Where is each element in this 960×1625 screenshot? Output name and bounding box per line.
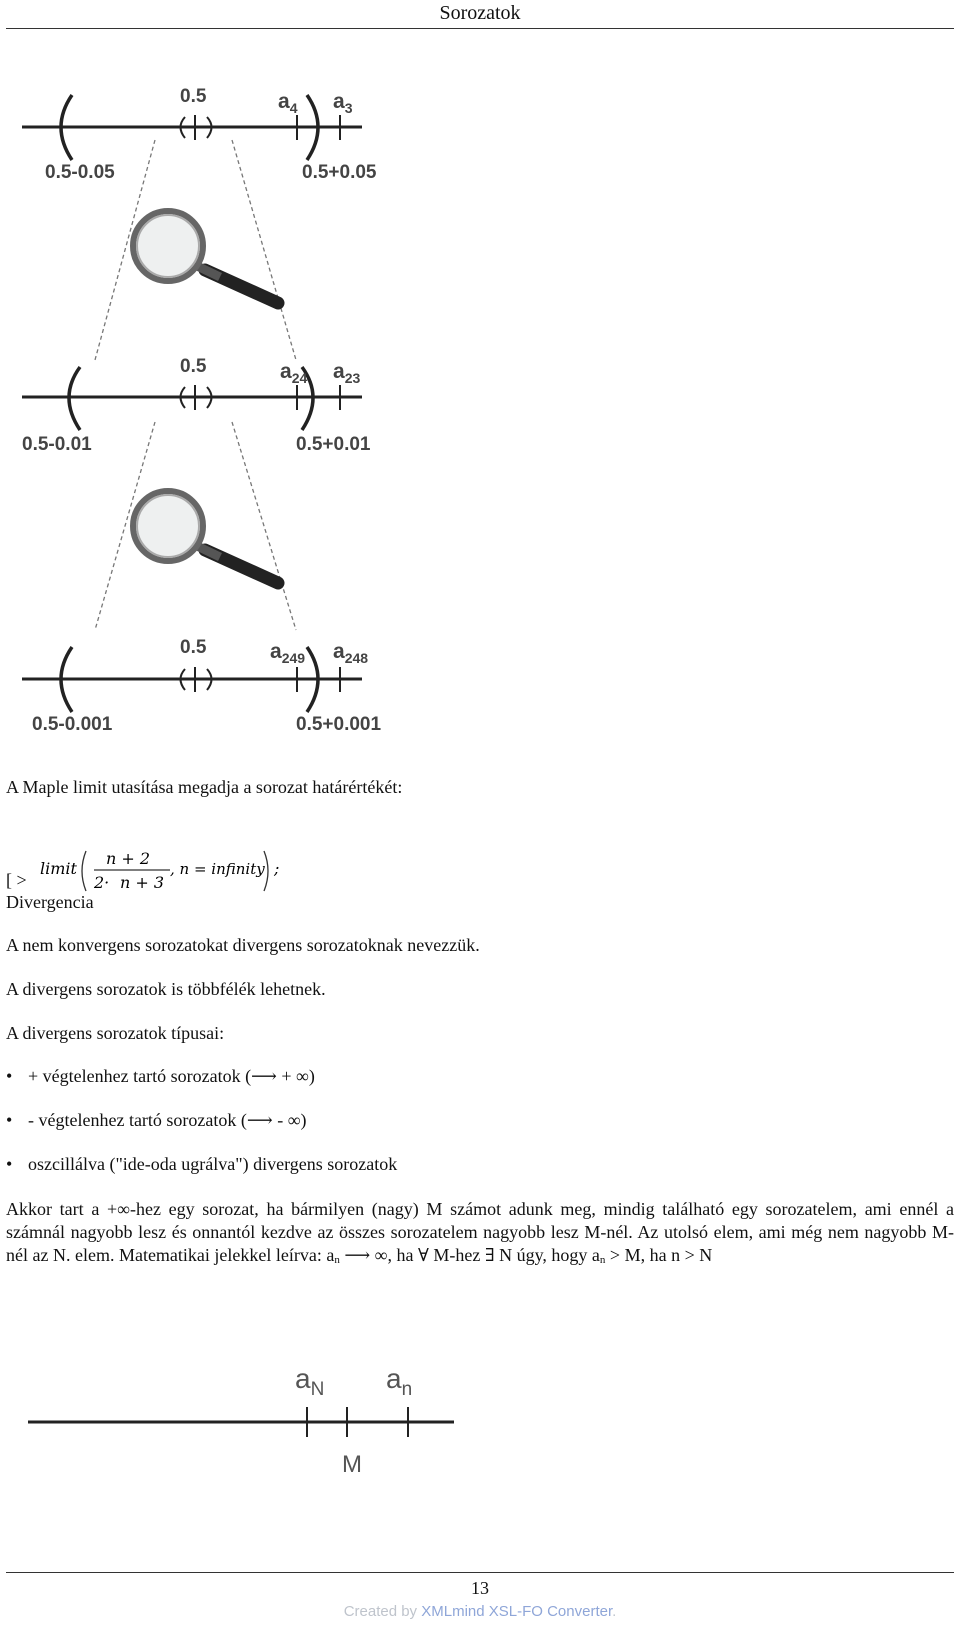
label-an: $a_n$	[386, 1370, 413, 1400]
left-bound-label-1: 0.5-0.05	[45, 162, 115, 183]
label-M: M	[342, 1451, 362, 1478]
zoom-diagram-svg	[0, 60, 430, 770]
maple-limit-formula	[36, 846, 296, 896]
page-header	[6, 0, 954, 29]
left-bound-label-3: 0.5-0.001	[32, 714, 113, 735]
footer-divider	[6, 1572, 954, 1573]
paragraph-3: A divergens sorozatok típusai:	[6, 1023, 225, 1043]
center-label-2: 0.5	[180, 356, 207, 377]
maple-arg: , n = infinity	[170, 860, 265, 878]
bullet-item-3: • oszcillálva ("ide-oda ugrálva") divergens sorozatok	[6, 1154, 398, 1174]
a-near-2: $a_{24}$	[280, 360, 308, 386]
right-bound-label-1: 0.5+0.05	[302, 162, 377, 183]
definition-paragraph: Akkor tart a +∞-hez egy sorozat, ha bármilyen (nagy) M számot adunk meg, mindig található egy sorozatelem, ami ennél a számnál nagyobb lesz és onnantól kezdve az összes sorozatelem nagyobb lesz M-nél. Az utolsó elem, ami még nem nagyobb M-nél az N. elem. Matematikai jelekkel leírva: $a_n$ ⟶ ∞, ha ∀ M-hez ∃ N úgy, hogy $a_n > M$, ha n > N	[6, 1199, 954, 1266]
divergence-heading: Divergencia	[6, 892, 94, 912]
magnifying-glass-icon	[133, 491, 278, 583]
center-label-1: 0.5	[180, 86, 207, 107]
m-number-line	[20, 1370, 480, 1490]
maple-end: ;	[274, 859, 280, 878]
number-line-2	[22, 356, 371, 455]
left-bound-label-2: 0.5-0.01	[22, 434, 92, 455]
bullet-item-1: • + végtelenhez tartó sorozatok (⟶ + ∞)	[6, 1066, 315, 1086]
a-far-3: $a_{248}$	[333, 640, 369, 666]
converter-brand-link[interactable]: XMLmind XSL-FO Converter	[421, 1603, 613, 1620]
converter-credit: Created by XMLmind XSL-FO Converter.	[343, 1603, 617, 1620]
maple-command	[6, 846, 306, 896]
number-line-3	[22, 637, 381, 735]
maple-numerator: n + 2	[106, 849, 151, 868]
right-bound-label-2: 0.5+0.01	[296, 434, 371, 455]
bullet-item-2: • - végtelenhez tartó sorozatok (⟶ - ∞)	[6, 1110, 307, 1130]
m-number-line-svg	[20, 1370, 480, 1490]
maple-denominator-a: 2·	[94, 873, 110, 892]
maple-denominator-b: n + 3	[120, 873, 165, 892]
number-line-1	[22, 86, 377, 183]
paragraph-2: A divergens sorozatok is többfélék lehetnek.	[6, 979, 326, 999]
maple-fn: limit	[40, 859, 77, 878]
paragraph-1: A nem konvergens sorozatokat divergens sorozatoknak nevezzük.	[6, 935, 480, 955]
a-far-1: $a_3$	[333, 90, 353, 116]
header-title: Sorozatok	[439, 2, 521, 24]
maple-prompt: [ >	[6, 870, 27, 890]
right-bound-label-3: 0.5+0.001	[296, 714, 382, 735]
a-near-3: $a_{249}$	[270, 640, 306, 666]
a-near-1: $a_4$	[278, 90, 298, 116]
page-number: 13	[471, 1578, 489, 1598]
center-label-3: 0.5	[180, 637, 207, 658]
label-aN: $a_N$	[295, 1370, 325, 1400]
magnifying-glass-icon	[133, 211, 278, 303]
a-far-2: $a_{23}$	[333, 360, 361, 386]
zoom-diagram	[0, 60, 430, 770]
maple-intro: A Maple limit utasítása megadja a sorozat határértékét:	[6, 777, 403, 797]
